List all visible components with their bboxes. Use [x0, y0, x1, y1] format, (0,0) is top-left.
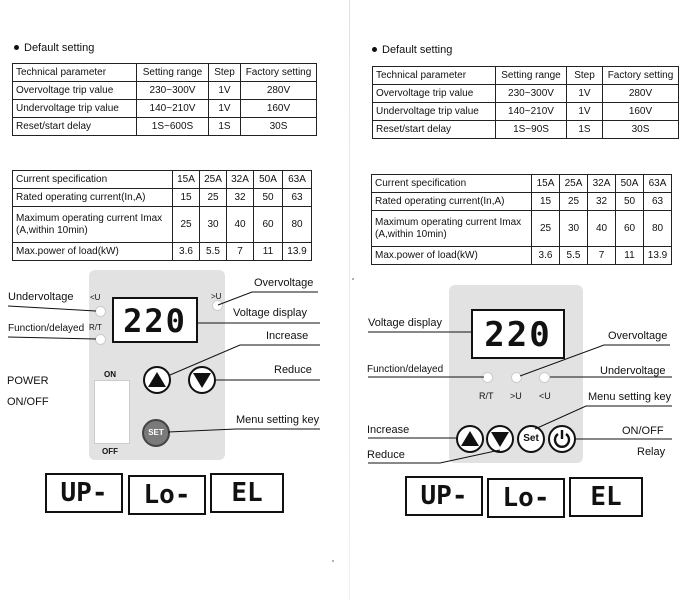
relay-label: Relay	[637, 446, 666, 458]
arrow-down-icon	[488, 427, 512, 451]
reduce-label: Reduce	[274, 364, 312, 376]
table-cell: 63	[283, 189, 312, 207]
table-header-cell: 50A	[616, 175, 644, 193]
table-header-cell: Factory setting	[603, 67, 679, 85]
increase-button[interactable]	[143, 366, 171, 394]
paper-speck	[352, 278, 354, 280]
bullet-icon	[372, 47, 377, 52]
function-delayed-led	[95, 334, 106, 345]
table-cell: 1S~600S	[137, 118, 209, 136]
table-row	[372, 211, 672, 247]
table-cell: 3.6	[173, 243, 200, 261]
table-cell: 3.6	[532, 247, 560, 265]
table-row	[13, 207, 312, 243]
table-cell: 11	[254, 243, 283, 261]
table-header-cell: 63A	[283, 171, 312, 189]
power-onoff-label: ON/OFF	[7, 396, 49, 408]
overvoltage-label: Overvoltage	[254, 277, 314, 289]
table-header-row	[372, 175, 672, 193]
table-row	[373, 121, 679, 139]
table-cell: 140~210V	[496, 103, 567, 121]
table-header-cell: Setting range	[137, 64, 209, 82]
table-cell: 280V	[241, 82, 317, 100]
table-cell: 30S	[241, 118, 317, 136]
u-over-label: >U	[211, 292, 222, 301]
rt-label: R/T	[479, 391, 494, 401]
table-cell: 13.9	[644, 247, 672, 265]
table-cell: 80	[283, 207, 312, 243]
set-button[interactable]: SET	[142, 419, 170, 447]
table-header-cell: 63A	[644, 175, 672, 193]
right-lcd-display	[471, 309, 565, 359]
function-delayed-label: Function/delayed	[367, 364, 444, 375]
table-cell: 15	[173, 189, 200, 207]
table-header-cell: Setting range	[496, 67, 567, 85]
table-cell: 63	[644, 193, 672, 211]
code-box-lo: Lo-	[128, 475, 206, 515]
switch-on-label: ON	[104, 370, 116, 379]
table-cell: 280V	[603, 85, 679, 103]
table-cell: 1V	[567, 103, 603, 121]
right-specs-table	[371, 174, 672, 265]
left-specs-table	[12, 170, 312, 261]
overvoltage-label: Overvoltage	[608, 330, 668, 342]
table-cell: Max.power of load(kW)	[13, 243, 173, 261]
table-cell: 40	[227, 207, 254, 243]
table-cell: 80	[644, 211, 672, 247]
increase-label: Increase	[367, 424, 410, 436]
table-header-cell: 32A	[588, 175, 616, 193]
table-cell: 60	[254, 207, 283, 243]
table-header-cell: Current specification	[13, 171, 173, 189]
table-cell: Rated operating current(In,A)	[372, 193, 532, 211]
table-cell: 25	[200, 189, 227, 207]
rt-label: R/T	[89, 323, 102, 332]
table-header-cell: Step	[567, 67, 603, 85]
undervoltage-led	[95, 306, 106, 317]
table-header-cell: 32A	[227, 171, 254, 189]
table-header-cell: 25A	[560, 175, 588, 193]
code-box-lo: Lo-	[487, 478, 565, 518]
table-cell: 15	[532, 193, 560, 211]
reduce-button[interactable]	[188, 366, 216, 394]
table-cell: 13.9	[283, 243, 312, 261]
left-section-title: Default setting	[14, 42, 94, 54]
table-header-cell: 15A	[532, 175, 560, 193]
left-settings-table	[12, 63, 317, 136]
table-row	[372, 193, 672, 211]
code-box-el: EL	[210, 473, 284, 513]
set-button[interactable]: Set	[517, 425, 545, 453]
undervoltage-leader-line	[8, 306, 96, 311]
power-label: POWER	[7, 375, 49, 387]
right-settings-table	[372, 66, 679, 139]
table-cell: Undervoltage trip value	[13, 100, 137, 118]
u-under-label: <U	[90, 293, 101, 302]
table-cell: 1S~90S	[496, 121, 567, 139]
table-cell: 7	[588, 247, 616, 265]
table-cell: 1V	[209, 82, 241, 100]
right-section-title: Default setting	[372, 44, 452, 56]
overvoltage-led	[511, 372, 522, 383]
table-cell: 32	[227, 189, 254, 207]
table-cell: Undervoltage trip value	[373, 103, 496, 121]
table-cell: 25	[173, 207, 200, 243]
table-row	[13, 100, 317, 118]
code-box-up: UP-	[405, 476, 483, 516]
function-delayed-led	[482, 372, 493, 383]
table-row	[13, 189, 312, 207]
table-cell: 30	[560, 211, 588, 247]
table-cell: 230~300V	[496, 85, 567, 103]
table-cell: 5.5	[560, 247, 588, 265]
page-fold	[349, 0, 350, 600]
table-cell: Max.power of load(kW)	[372, 247, 532, 265]
table-header-cell: Technical parameter	[13, 64, 137, 82]
lcd-value: 220	[123, 302, 187, 340]
menu-setting-key-label: Menu setting key	[588, 391, 672, 403]
table-row	[373, 85, 679, 103]
table-row	[13, 118, 317, 136]
table-cell: 160V	[603, 103, 679, 121]
table-header-cell: Technical parameter	[373, 67, 496, 85]
lcd-value: 220	[484, 315, 552, 355]
table-cell: 1S	[209, 118, 241, 136]
arrow-up-icon	[458, 427, 482, 451]
reduce-label: Reduce	[367, 449, 405, 461]
paper-speck	[332, 560, 334, 562]
onoff-label: ON/OFF	[622, 425, 664, 437]
table-cell: Overvoltage trip value	[13, 82, 137, 100]
table-row	[13, 243, 312, 261]
table-cell: 30S	[603, 121, 679, 139]
table-header-row	[13, 64, 317, 82]
table-cell: 60	[616, 211, 644, 247]
undervoltage-led	[539, 372, 550, 383]
table-cell: 5.5	[200, 243, 227, 261]
arrow-up-icon	[145, 368, 169, 392]
voltage-display-label: Voltage display	[368, 317, 442, 329]
left-lcd-display	[112, 297, 198, 343]
table-header-row	[373, 67, 679, 85]
table-cell: 140~210V	[137, 100, 209, 118]
table-row	[13, 82, 317, 100]
table-cell: 50	[254, 189, 283, 207]
reduce-button[interactable]	[486, 425, 514, 453]
table-cell: 1S	[567, 121, 603, 139]
undervoltage-label: Undervoltage	[8, 291, 74, 303]
table-cell: 1V	[209, 100, 241, 118]
power-switch[interactable]	[94, 380, 130, 444]
switch-off-label: OFF	[102, 447, 118, 456]
function-delayed-label: Function/delayed	[8, 323, 85, 334]
code-box-el: EL	[569, 477, 643, 517]
u-over-label: >U	[510, 391, 522, 401]
table-cell: 30	[200, 207, 227, 243]
u-under-label: <U	[539, 391, 551, 401]
table-header-cell: Factory setting	[241, 64, 317, 82]
table-cell: 1V	[567, 85, 603, 103]
overvoltage-leader-line	[218, 292, 318, 305]
table-cell: 11	[616, 247, 644, 265]
increase-button[interactable]	[456, 425, 484, 453]
table-cell: 25	[532, 211, 560, 247]
voltage-display-label: Voltage display	[233, 307, 307, 319]
table-header-row	[13, 171, 312, 189]
table-header-cell: Current specification	[372, 175, 532, 193]
table-header-cell: 15A	[173, 171, 200, 189]
table-row	[372, 247, 672, 265]
table-cell: 7	[227, 243, 254, 261]
overvoltage-led	[212, 300, 223, 311]
table-header-cell: Step	[209, 64, 241, 82]
onoff-button[interactable]	[548, 425, 576, 453]
table-header-cell: 25A	[200, 171, 227, 189]
power-icon	[550, 427, 574, 451]
code-box-up: UP-	[45, 473, 123, 513]
table-cell: Reset/start delay	[373, 121, 496, 139]
table-cell: 160V	[241, 100, 317, 118]
table-cell: Rated operating current(In,A)	[13, 189, 173, 207]
table-cell: Maximum operating current Imax (A,within 10min)	[13, 207, 173, 243]
table-cell: 32	[588, 193, 616, 211]
table-cell: Overvoltage trip value	[373, 85, 496, 103]
undervoltage-label: Undervoltage	[600, 365, 666, 377]
bullet-icon	[14, 45, 19, 50]
table-header-cell: 50A	[254, 171, 283, 189]
function-delayed-leader-line	[8, 337, 96, 339]
menu-setting-key-label: Menu setting key	[236, 414, 320, 426]
table-cell: 230~300V	[137, 82, 209, 100]
table-cell: Maximum operating current Imax (A,within 10min)	[372, 211, 532, 247]
table-cell: 40	[588, 211, 616, 247]
table-cell: Reset/start delay	[13, 118, 137, 136]
table-cell: 50	[616, 193, 644, 211]
table-row	[373, 103, 679, 121]
table-cell: 25	[560, 193, 588, 211]
arrow-down-icon	[190, 368, 214, 392]
increase-label: Increase	[266, 330, 309, 342]
